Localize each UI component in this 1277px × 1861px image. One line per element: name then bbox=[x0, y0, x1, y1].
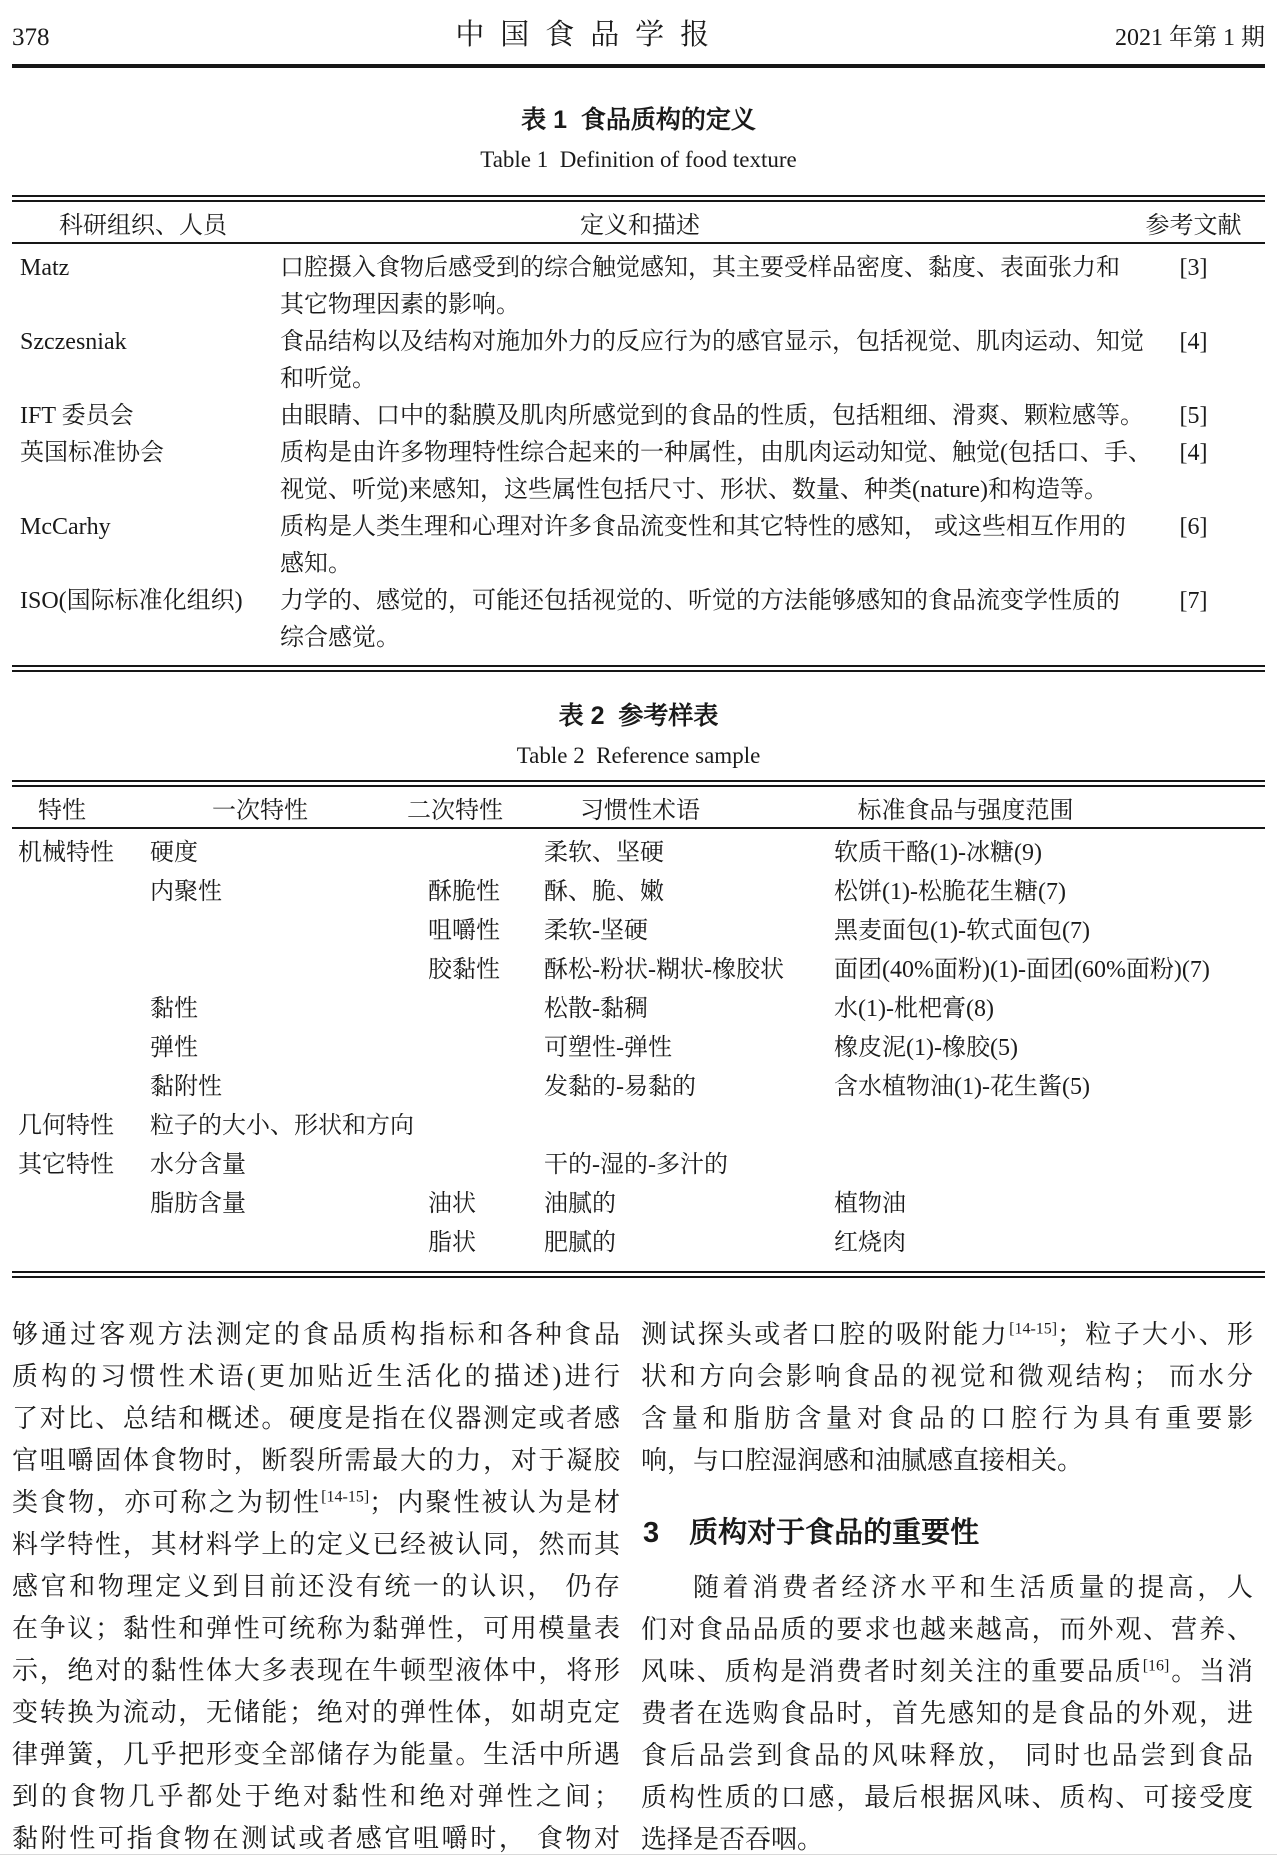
table-row: 胶黏性 酥松-粉状-糊状-橡胶状 面团(40%面粉)(1)-面团(60%面粉)(7) bbox=[428, 957, 1210, 983]
org-cell: McCarhy bbox=[20, 514, 111, 540]
table1-header-row bbox=[12, 202, 1265, 242]
text-line: 变转换为流动，无储能；绝对的弹性体，如胡克定 bbox=[12, 1698, 620, 1727]
table2-title-en: Table 2 Reference sample bbox=[516, 743, 761, 768]
body-column-right bbox=[641, 1314, 1253, 1861]
table-row bbox=[12, 435, 1265, 509]
text-line: 质构性质的口感，最后根据风味、质构、可接受度 bbox=[641, 1782, 1253, 1812]
definition-cell: 力学的、感觉的，可能还包括视觉的、听觉的方法能够感知的食品流变学性质的 综合感觉。 bbox=[280, 588, 1120, 651]
text-line: 风味、质构是消费者时刻关注的重要品质[16]。当消 bbox=[641, 1656, 1253, 1686]
table1-bottom-rule bbox=[12, 665, 1265, 672]
journal-title: 中国食品学报 bbox=[455, 19, 726, 51]
bottom-faint-rule bbox=[0, 1854, 1277, 1855]
text-line: 随着消费者经济水平和生活质量的提高，人 bbox=[693, 1572, 1253, 1602]
table2-top-rule bbox=[12, 780, 1265, 787]
table1-col-header-definition: 定义和描述 bbox=[580, 212, 700, 239]
text-line: 官咀嚼固体食物时，断裂所需最大的力，对于凝胶 bbox=[12, 1446, 620, 1475]
reference-cell: [7] bbox=[1179, 588, 1208, 614]
text-line: 了对比、总结和概述。硬度是指在仪器测定或者感 bbox=[12, 1404, 620, 1433]
definition-cell: 由眼睛、口中的黏膜及肌肉所感觉到的食品的性质，包括粗细、滑爽、颗粒感等。 bbox=[280, 403, 1144, 429]
body-column-left bbox=[12, 1314, 620, 1861]
section-title: 质构对于食品的重要性 bbox=[689, 1517, 980, 1549]
text-line: 质构的习惯性术语(更加贴近生活化的描述)进行 bbox=[12, 1362, 620, 1391]
definition-cell: 质构是由许多物理特性综合起来的一种属性，由肌肉运动知觉、触觉(包括口、手、 视觉、听觉)来感知，这些属性包括尺寸、形状、数量、种类(nature)和构造等。 bbox=[280, 440, 1152, 503]
org-cell: IFT 委员会 bbox=[20, 403, 134, 429]
issue-label: 2021 年第 1 期 bbox=[1114, 25, 1265, 51]
running-head bbox=[12, 0, 1265, 50]
text-line: 测试探头或者口腔的吸附能力[14-15]；粒子大小、形 bbox=[641, 1320, 1253, 1349]
text-line: 选择是否吞咽。 bbox=[641, 1824, 824, 1854]
table-row bbox=[12, 583, 1265, 657]
text-line: 含量和脂肪含量对食品的口腔行为具有重要影 bbox=[641, 1404, 1253, 1433]
text-line: 到的食物几乎都处于绝对黏性和绝对弹性之间； bbox=[12, 1782, 620, 1811]
text-line: 够通过客观方法测定的食品质构指标和各种食品 bbox=[12, 1320, 620, 1349]
table2-bottom-rule bbox=[12, 1271, 1265, 1278]
header-rule bbox=[12, 64, 1265, 68]
reference-cell: [4] bbox=[1179, 329, 1208, 355]
reference-cell: [6] bbox=[1179, 514, 1208, 540]
text-line: 在争议；黏性和弹性可统称为黏弹性，可用模量表 bbox=[12, 1614, 620, 1643]
table-row: 脂肪含量 油状 油腻的 植物油 bbox=[150, 1191, 906, 1217]
table1-title-en: Table 1 Definition of food texture bbox=[480, 147, 797, 172]
table2-col-header-standard: 标准食品与强度范围 bbox=[857, 797, 1074, 824]
body-text bbox=[12, 1314, 1265, 1861]
table1-top-rule bbox=[12, 195, 1265, 202]
table2-col-header-property: 特性 bbox=[38, 797, 86, 824]
org-cell: Matz bbox=[20, 255, 70, 281]
text-line: 料学特性，其材料学上的定义已经被认同，然而其 bbox=[12, 1530, 620, 1559]
table-row: 黏性 松散-黏稠 水(1)-枇杷膏(8) bbox=[150, 996, 994, 1022]
table2-col-header-secondary: 二次特性 bbox=[407, 797, 503, 824]
org-cell: ISO(国际标准化组织) bbox=[20, 588, 243, 614]
page-number: 378 bbox=[12, 24, 50, 51]
definition-cell: 食品结构以及结构对施加外力的反应行为的感官显示，包括视觉、肌肉运动、知觉 和听觉。 bbox=[280, 329, 1144, 392]
table-row: 脂状 肥腻的 红烧肉 bbox=[428, 1230, 906, 1256]
table-row bbox=[12, 250, 1265, 324]
table-row bbox=[12, 324, 1265, 398]
table-row: 几何特性 粒子的大小、形状和方向 bbox=[18, 1113, 414, 1139]
table2-col-header-primary: 一次特性 bbox=[212, 797, 308, 824]
reference-cell: [5] bbox=[1179, 403, 1208, 429]
text-line: 示，绝对的黏性体大多表现在牛顿型液体中，将形 bbox=[12, 1656, 620, 1685]
text-line: 类食物，亦可称之为韧性[14-15]；内聚性被认为是材 bbox=[12, 1488, 620, 1517]
text-line: 食后品尝到食品的风味释放， 同时也品尝到食品 bbox=[641, 1740, 1253, 1770]
section-heading bbox=[643, 1516, 1253, 1551]
text-line: 感官和物理定义到目前还没有统一的认识， 仍存 bbox=[12, 1572, 620, 1601]
table1-title-cn: 表 1 食品质构的定义 bbox=[521, 106, 756, 134]
table2-body bbox=[12, 829, 1265, 1271]
org-cell: 英国标准协会 bbox=[20, 440, 164, 466]
definition-cell: 口腔摄入食物后感受到的综合触觉感知，其主要受样品密度、黏度、表面张力和 其它物理因素的影响。 bbox=[280, 255, 1120, 318]
table2-col-header-term: 习惯性术语 bbox=[580, 797, 700, 824]
text-line: 们对食品品质的要求也越来越高，而外观、营养、 bbox=[641, 1614, 1253, 1644]
text-line: 费者在选购食品时，首先感知的是食品的外观，进 bbox=[641, 1698, 1253, 1728]
table-row: 机械特性 硬度 柔软、坚硬 软质干酪(1)-冰糖(9) bbox=[18, 840, 1042, 866]
text-line: 状和方向会影响食品的视觉和微观结构； 而水分 bbox=[641, 1362, 1253, 1391]
text-line: 响，与口腔湿润感和油腻感直接相关。 bbox=[641, 1446, 1084, 1475]
table-row: 其它特性 水分含量 干的-湿的-多汁的 bbox=[18, 1152, 728, 1178]
reference-cell: [3] bbox=[1179, 255, 1208, 281]
table2-title-cn: 表 2 参考样表 bbox=[558, 702, 719, 730]
table1-col-header-reference: 参考文献 bbox=[1145, 212, 1242, 239]
table-row bbox=[12, 509, 1265, 583]
table2-header-row bbox=[12, 787, 1265, 827]
text-line: 律弹簧，几乎把形变全部储存为能量。生活中所遇 bbox=[12, 1740, 620, 1769]
table-row: 内聚性 酥脆性 酥、脆、嫩 松饼(1)-松脆花生糖(7) bbox=[150, 879, 1066, 905]
table1-body bbox=[12, 244, 1265, 665]
org-cell: Szczesniak bbox=[20, 329, 127, 355]
table-row: 弹性 可塑性-弹性 橡皮泥(1)-橡胶(5) bbox=[150, 1035, 1018, 1061]
table-row: 黏附性 发黏的-易黏的 含水植物油(1)-花生酱(5) bbox=[150, 1074, 1090, 1100]
section-number: 3 bbox=[643, 1517, 660, 1549]
table1-col-header-org: 科研组织、人员 bbox=[59, 212, 227, 239]
table-row: 咀嚼性 柔软-坚硬 黑麦面包(1)-软式面包(7) bbox=[428, 918, 1090, 944]
table-row bbox=[12, 398, 1265, 435]
reference-cell: [4] bbox=[1179, 440, 1208, 466]
text-line: 黏附性可指食物在测试或者感官咀嚼时， 食物对 bbox=[12, 1824, 620, 1853]
definition-cell: 质构是人类生理和心理对许多食品流变性和其它特性的感知， 或这些相互作用的 感知。 bbox=[280, 514, 1126, 577]
